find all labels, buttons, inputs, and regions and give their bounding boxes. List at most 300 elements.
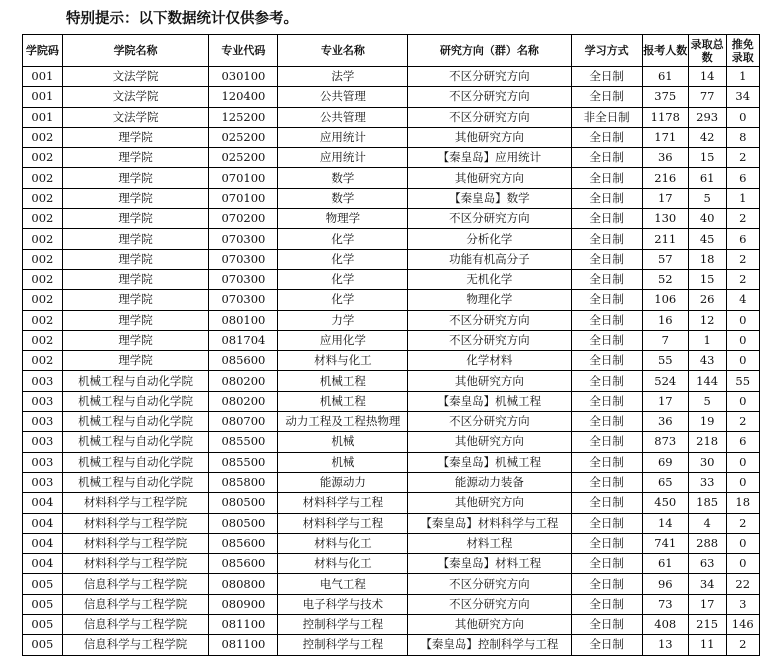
cell-research-direction: 物理化学: [408, 290, 571, 310]
table-row: [23, 554, 760, 574]
cell-study-mode: 全日制: [571, 472, 642, 492]
cell-major-code: 125200: [209, 107, 278, 127]
cell-study-mode: 全日制: [571, 493, 642, 513]
cell-college-name: 材料科学与工程学院: [62, 513, 209, 533]
cell-admitted-total: 215: [688, 615, 726, 635]
cell-exempt-admitted: 0: [726, 107, 760, 127]
cell-college-name: 机械工程与自动化学院: [62, 371, 209, 391]
cell-major-name: 机械: [278, 432, 408, 452]
cell-major-code: 080200: [209, 371, 278, 391]
cell-college-code: 003: [23, 371, 63, 391]
cell-applicants: 1178: [642, 107, 688, 127]
cell-applicants: 130: [642, 209, 688, 229]
cell-research-direction: 不区分研究方向: [408, 310, 571, 330]
cell-college-name: 理学院: [62, 127, 209, 147]
cell-research-direction: 【秦皇岛】控制科学与工程: [408, 635, 571, 655]
cell-major-code: 080800: [209, 574, 278, 594]
cell-exempt-admitted: 8: [726, 127, 760, 147]
cell-college-code: 002: [23, 310, 63, 330]
cell-study-mode: 全日制: [571, 371, 642, 391]
cell-research-direction: 不区分研究方向: [408, 594, 571, 614]
cell-exempt-admitted: 146: [726, 615, 760, 635]
cell-research-direction: 【秦皇岛】机械工程: [408, 452, 571, 472]
cell-major-name: 应用统计: [278, 148, 408, 168]
table-row: [23, 533, 760, 553]
cell-applicants: 36: [642, 148, 688, 168]
cell-college-name: 理学院: [62, 330, 209, 350]
cell-exempt-admitted: 2: [726, 148, 760, 168]
cell-major-name: 机械: [278, 452, 408, 472]
cell-admitted-total: 77: [688, 87, 726, 107]
cell-major-code: 080100: [209, 310, 278, 330]
cell-research-direction: 其他研究方向: [408, 615, 571, 635]
cell-research-direction: 【秦皇岛】应用统计: [408, 148, 571, 168]
cell-college-code: 004: [23, 533, 63, 553]
cell-study-mode: 全日制: [571, 229, 642, 249]
cell-applicants: 52: [642, 269, 688, 289]
cell-applicants: 17: [642, 391, 688, 411]
cell-major-code: 085600: [209, 351, 278, 371]
cell-research-direction: 不区分研究方向: [408, 330, 571, 350]
cell-research-direction: 不区分研究方向: [408, 87, 571, 107]
cell-college-name: 理学院: [62, 209, 209, 229]
notice-text: 特别提示：以下数据统计仅供参考。: [66, 11, 298, 27]
cell-admitted-total: 12: [688, 310, 726, 330]
cell-college-name: 机械工程与自动化学院: [62, 391, 209, 411]
cell-research-direction: 不区分研究方向: [408, 209, 571, 229]
cell-major-code: 080500: [209, 513, 278, 533]
cell-college-code: 003: [23, 472, 63, 492]
cell-study-mode: 全日制: [571, 615, 642, 635]
cell-college-code: 001: [23, 107, 63, 127]
cell-college-name: 材料科学与工程学院: [62, 493, 209, 513]
cell-exempt-admitted: 2: [726, 635, 760, 655]
cell-major-name: 法学: [278, 67, 408, 87]
cell-exempt-admitted: 0: [726, 554, 760, 574]
table-row: [23, 371, 760, 391]
cell-applicants: 16: [642, 310, 688, 330]
cell-admitted-total: 11: [688, 635, 726, 655]
cell-college-name: 机械工程与自动化学院: [62, 472, 209, 492]
table-row: [23, 452, 760, 472]
cell-exempt-admitted: 6: [726, 168, 760, 188]
cell-college-code: 002: [23, 290, 63, 310]
cell-college-code: 003: [23, 432, 63, 452]
cell-major-name: 材料科学与工程: [278, 493, 408, 513]
cell-study-mode: 全日制: [571, 168, 642, 188]
cell-major-code: 025200: [209, 127, 278, 147]
cell-applicants: 65: [642, 472, 688, 492]
cell-major-code: 080900: [209, 594, 278, 614]
cell-exempt-admitted: 22: [726, 574, 760, 594]
header-applicants: 报考人数: [642, 35, 688, 67]
cell-research-direction: 材料工程: [408, 533, 571, 553]
cell-major-name: 化学: [278, 229, 408, 249]
cell-college-name: 文法学院: [62, 67, 209, 87]
cell-applicants: 57: [642, 249, 688, 269]
cell-major-name: 材料与化工: [278, 351, 408, 371]
cell-major-code: 070200: [209, 209, 278, 229]
cell-applicants: 7: [642, 330, 688, 350]
cell-applicants: 375: [642, 87, 688, 107]
cell-research-direction: 其他研究方向: [408, 371, 571, 391]
cell-applicants: 61: [642, 67, 688, 87]
cell-major-name: 物理学: [278, 209, 408, 229]
cell-college-code: 002: [23, 209, 63, 229]
cell-exempt-admitted: 2: [726, 513, 760, 533]
cell-college-name: 机械工程与自动化学院: [62, 412, 209, 432]
cell-study-mode: 全日制: [571, 594, 642, 614]
cell-admitted-total: 30: [688, 452, 726, 472]
cell-exempt-admitted: 1: [726, 188, 760, 208]
cell-college-name: 信息科学与工程学院: [62, 594, 209, 614]
cell-admitted-total: 19: [688, 412, 726, 432]
cell-applicants: 69: [642, 452, 688, 472]
cell-major-name: 化学: [278, 269, 408, 289]
table-header-row: [23, 35, 760, 67]
cell-major-name: 材料科学与工程: [278, 513, 408, 533]
table-row: [23, 472, 760, 492]
cell-college-name: 理学院: [62, 188, 209, 208]
table-row: [23, 493, 760, 513]
cell-study-mode: 全日制: [571, 269, 642, 289]
cell-admitted-total: 45: [688, 229, 726, 249]
cell-exempt-admitted: 2: [726, 412, 760, 432]
cell-college-code: 005: [23, 635, 63, 655]
table-row: [23, 574, 760, 594]
cell-admitted-total: 26: [688, 290, 726, 310]
cell-exempt-admitted: 0: [726, 351, 760, 371]
cell-research-direction: 其他研究方向: [408, 493, 571, 513]
cell-college-name: 理学院: [62, 269, 209, 289]
cell-research-direction: 化学材料: [408, 351, 571, 371]
cell-college-code: 002: [23, 229, 63, 249]
table-row: [23, 107, 760, 127]
cell-exempt-admitted: 0: [726, 452, 760, 472]
cell-research-direction: 【秦皇岛】机械工程: [408, 391, 571, 411]
cell-study-mode: 全日制: [571, 188, 642, 208]
table-row: [23, 87, 760, 107]
cell-exempt-admitted: 18: [726, 493, 760, 513]
cell-college-name: 信息科学与工程学院: [62, 635, 209, 655]
cell-research-direction: 不区分研究方向: [408, 107, 571, 127]
cell-college-code: 002: [23, 148, 63, 168]
header-major-code: 专业代码: [209, 35, 278, 67]
cell-admitted-total: 61: [688, 168, 726, 188]
cell-study-mode: 全日制: [571, 432, 642, 452]
cell-exempt-admitted: 55: [726, 371, 760, 391]
table-row: [23, 412, 760, 432]
cell-research-direction: 其他研究方向: [408, 127, 571, 147]
table-row: [23, 67, 760, 87]
cell-exempt-admitted: 4: [726, 290, 760, 310]
cell-college-code: 003: [23, 452, 63, 472]
cell-major-code: 081100: [209, 615, 278, 635]
cell-major-name: 材料与化工: [278, 533, 408, 553]
cell-major-code: 080700: [209, 412, 278, 432]
cell-study-mode: 全日制: [571, 249, 642, 269]
cell-applicants: 13: [642, 635, 688, 655]
cell-college-code: 002: [23, 249, 63, 269]
cell-college-code: 001: [23, 87, 63, 107]
cell-college-code: 005: [23, 594, 63, 614]
cell-applicants: 450: [642, 493, 688, 513]
cell-major-code: 070300: [209, 249, 278, 269]
cell-major-name: 化学: [278, 249, 408, 269]
table-row: [23, 513, 760, 533]
cell-major-code: 085500: [209, 452, 278, 472]
cell-college-name: 理学院: [62, 310, 209, 330]
cell-major-code: 070300: [209, 229, 278, 249]
cell-major-name: 动力工程及工程热物理: [278, 412, 408, 432]
cell-admitted-total: 5: [688, 391, 726, 411]
cell-study-mode: 全日制: [571, 574, 642, 594]
cell-study-mode: 全日制: [571, 87, 642, 107]
table-row: [23, 594, 760, 614]
cell-exempt-admitted: 0: [726, 330, 760, 350]
cell-applicants: 17: [642, 188, 688, 208]
cell-applicants: 55: [642, 351, 688, 371]
header-admitted-total: 录取总数: [688, 35, 726, 67]
cell-applicants: 61: [642, 554, 688, 574]
cell-major-name: 能源动力: [278, 472, 408, 492]
cell-major-name: 应用化学: [278, 330, 408, 350]
cell-major-name: 控制科学与工程: [278, 635, 408, 655]
cell-college-name: 文法学院: [62, 107, 209, 127]
cell-exempt-admitted: 2: [726, 249, 760, 269]
header-college-name: 学院名称: [62, 35, 209, 67]
cell-exempt-admitted: 2: [726, 269, 760, 289]
cell-college-code: 002: [23, 127, 63, 147]
cell-college-name: 理学院: [62, 168, 209, 188]
cell-exempt-admitted: 0: [726, 310, 760, 330]
cell-major-name: 电子科学与技术: [278, 594, 408, 614]
cell-study-mode: 全日制: [571, 209, 642, 229]
cell-applicants: 106: [642, 290, 688, 310]
cell-major-name: 公共管理: [278, 87, 408, 107]
cell-major-code: 030100: [209, 67, 278, 87]
cell-major-code: 070300: [209, 290, 278, 310]
cell-research-direction: 【秦皇岛】材料科学与工程: [408, 513, 571, 533]
cell-study-mode: 全日制: [571, 330, 642, 350]
table-row: [23, 351, 760, 371]
cell-major-code: 085800: [209, 472, 278, 492]
table-row: [23, 391, 760, 411]
cell-admitted-total: 42: [688, 127, 726, 147]
cell-applicants: 211: [642, 229, 688, 249]
cell-admitted-total: 34: [688, 574, 726, 594]
cell-applicants: 524: [642, 371, 688, 391]
cell-college-name: 信息科学与工程学院: [62, 615, 209, 635]
header-research-direction: 研究方向（群）名称: [408, 35, 571, 67]
table-row: [23, 229, 760, 249]
cell-college-name: 理学院: [62, 249, 209, 269]
cell-major-name: 电气工程: [278, 574, 408, 594]
cell-study-mode: 全日制: [571, 67, 642, 87]
cell-study-mode: 全日制: [571, 513, 642, 533]
cell-applicants: 408: [642, 615, 688, 635]
cell-major-name: 数学: [278, 188, 408, 208]
cell-college-code: 002: [23, 269, 63, 289]
table-row: [23, 310, 760, 330]
cell-admitted-total: 15: [688, 269, 726, 289]
cell-college-code: 002: [23, 351, 63, 371]
cell-college-code: 004: [23, 493, 63, 513]
cell-study-mode: 全日制: [571, 148, 642, 168]
cell-major-code: 120400: [209, 87, 278, 107]
header-college-code: 学院码: [23, 35, 63, 67]
table-row: [23, 249, 760, 269]
table-row: [23, 635, 760, 655]
cell-research-direction: 功能有机高分子: [408, 249, 571, 269]
cell-admitted-total: 5: [688, 188, 726, 208]
cell-major-code: 080500: [209, 493, 278, 513]
cell-major-code: 085600: [209, 554, 278, 574]
cell-research-direction: 无机化学: [408, 269, 571, 289]
cell-research-direction: 不区分研究方向: [408, 574, 571, 594]
cell-admitted-total: 185: [688, 493, 726, 513]
cell-research-direction: 其他研究方向: [408, 168, 571, 188]
cell-admitted-total: 4: [688, 513, 726, 533]
cell-admitted-total: 1: [688, 330, 726, 350]
cell-admitted-total: 218: [688, 432, 726, 452]
cell-research-direction: 分析化学: [408, 229, 571, 249]
cell-exempt-admitted: 1: [726, 67, 760, 87]
cell-college-name: 文法学院: [62, 87, 209, 107]
cell-college-name: 材料科学与工程学院: [62, 533, 209, 553]
cell-college-code: 002: [23, 330, 63, 350]
cell-study-mode: 非全日制: [571, 107, 642, 127]
cell-college-name: 信息科学与工程学院: [62, 574, 209, 594]
cell-admitted-total: 293: [688, 107, 726, 127]
cell-applicants: 36: [642, 412, 688, 432]
table-row: [23, 209, 760, 229]
cell-admitted-total: 15: [688, 148, 726, 168]
cell-major-code: 081100: [209, 635, 278, 655]
cell-study-mode: 全日制: [571, 127, 642, 147]
cell-applicants: 73: [642, 594, 688, 614]
cell-research-direction: 能源动力装备: [408, 472, 571, 492]
cell-study-mode: 全日制: [571, 452, 642, 472]
cell-college-name: 材料科学与工程学院: [62, 554, 209, 574]
cell-admitted-total: 14: [688, 67, 726, 87]
cell-admitted-total: 33: [688, 472, 726, 492]
table-row: [23, 615, 760, 635]
cell-admitted-total: 288: [688, 533, 726, 553]
cell-admitted-total: 18: [688, 249, 726, 269]
cell-major-name: 材料与化工: [278, 554, 408, 574]
cell-exempt-admitted: 0: [726, 391, 760, 411]
table-row: [23, 188, 760, 208]
table-row: [23, 168, 760, 188]
cell-major-code: 025200: [209, 148, 278, 168]
cell-study-mode: 全日制: [571, 533, 642, 553]
cell-major-code: 085500: [209, 432, 278, 452]
cell-study-mode: 全日制: [571, 554, 642, 574]
cell-major-code: 080200: [209, 391, 278, 411]
cell-major-code: 081704: [209, 330, 278, 350]
cell-college-name: 理学院: [62, 351, 209, 371]
table-row: [23, 432, 760, 452]
table-row: [23, 330, 760, 350]
header-major-name: 专业名称: [278, 35, 408, 67]
header-exempt-admitted: 推免录取: [726, 35, 760, 67]
cell-study-mode: 全日制: [571, 290, 642, 310]
cell-research-direction: 【秦皇岛】材料工程: [408, 554, 571, 574]
cell-exempt-admitted: 0: [726, 472, 760, 492]
cell-major-name: 机械工程: [278, 371, 408, 391]
cell-exempt-admitted: 6: [726, 229, 760, 249]
cell-college-code: 004: [23, 554, 63, 574]
cell-admitted-total: 40: [688, 209, 726, 229]
cell-major-name: 力学: [278, 310, 408, 330]
cell-admitted-total: 43: [688, 351, 726, 371]
cell-research-direction: 不区分研究方向: [408, 412, 571, 432]
cell-major-name: 机械工程: [278, 391, 408, 411]
cell-college-name: 机械工程与自动化学院: [62, 432, 209, 452]
cell-research-direction: 不区分研究方向: [408, 67, 571, 87]
cell-exempt-admitted: 0: [726, 533, 760, 553]
cell-major-code: 070300: [209, 269, 278, 289]
cell-college-code: 003: [23, 391, 63, 411]
cell-college-code: 002: [23, 168, 63, 188]
cell-exempt-admitted: 34: [726, 87, 760, 107]
cell-applicants: 873: [642, 432, 688, 452]
cell-college-code: 003: [23, 412, 63, 432]
cell-admitted-total: 17: [688, 594, 726, 614]
cell-applicants: 741: [642, 533, 688, 553]
cell-admitted-total: 63: [688, 554, 726, 574]
cell-college-name: 机械工程与自动化学院: [62, 452, 209, 472]
table-row: [23, 269, 760, 289]
header-study-mode: 学习方式: [571, 35, 642, 67]
cell-major-name: 应用统计: [278, 127, 408, 147]
cell-applicants: 216: [642, 168, 688, 188]
cell-college-code: 002: [23, 188, 63, 208]
table-row: [23, 290, 760, 310]
cell-admitted-total: 144: [688, 371, 726, 391]
cell-exempt-admitted: 3: [726, 594, 760, 614]
cell-college-code: 005: [23, 574, 63, 594]
cell-major-name: 控制科学与工程: [278, 615, 408, 635]
table-row: [23, 127, 760, 147]
cell-college-code: 005: [23, 615, 63, 635]
cell-study-mode: 全日制: [571, 635, 642, 655]
cell-major-code: 070100: [209, 188, 278, 208]
cell-major-name: 数学: [278, 168, 408, 188]
cell-applicants: 14: [642, 513, 688, 533]
cell-study-mode: 全日制: [571, 391, 642, 411]
cell-major-name: 化学: [278, 290, 408, 310]
cell-applicants: 171: [642, 127, 688, 147]
cell-college-name: 理学院: [62, 290, 209, 310]
cell-college-code: 004: [23, 513, 63, 533]
cell-exempt-admitted: 2: [726, 209, 760, 229]
cell-research-direction: 【秦皇岛】数学: [408, 188, 571, 208]
cell-study-mode: 全日制: [571, 351, 642, 371]
cell-major-code: 070100: [209, 168, 278, 188]
table-row: [23, 148, 760, 168]
cell-major-code: 085600: [209, 533, 278, 553]
cell-college-name: 理学院: [62, 229, 209, 249]
admission-table: [22, 34, 760, 656]
cell-research-direction: 其他研究方向: [408, 432, 571, 452]
cell-major-name: 公共管理: [278, 107, 408, 127]
cell-college-name: 理学院: [62, 148, 209, 168]
cell-study-mode: 全日制: [571, 310, 642, 330]
cell-study-mode: 全日制: [571, 412, 642, 432]
cell-applicants: 96: [642, 574, 688, 594]
